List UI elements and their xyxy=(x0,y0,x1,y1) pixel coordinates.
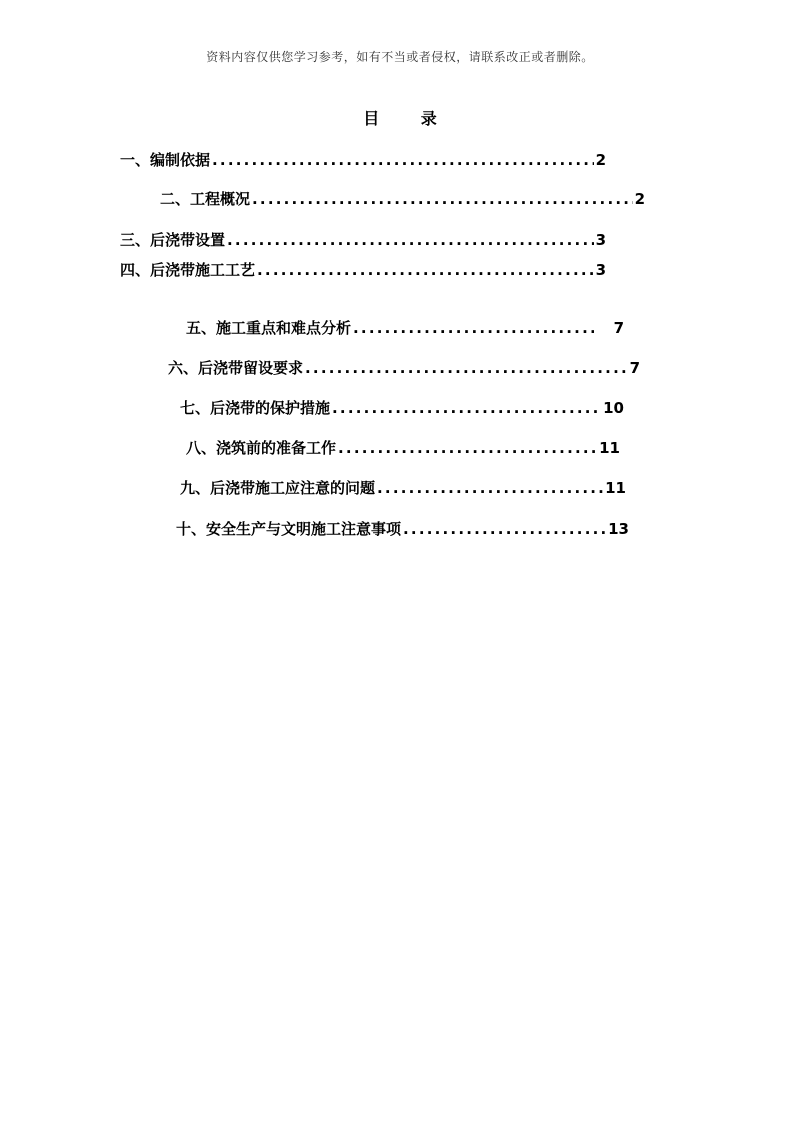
toc-entry[interactable] xyxy=(160,188,645,210)
toc-entry-number: 八、 xyxy=(186,439,217,457)
header-disclaimer: 资料内容仅供您学习参考，如有不当或者侵权，请联系改正或者删除。 xyxy=(206,50,594,64)
toc-entry-page: 7 xyxy=(613,319,624,337)
toc-entry-page: 3 xyxy=(595,231,606,249)
toc-entry-number: 十、 xyxy=(176,520,207,538)
dot-leader xyxy=(212,151,594,169)
toc-entry-number: 二、 xyxy=(160,190,191,208)
toc-entry-label: 后浇带留设要求 xyxy=(198,359,304,377)
toc-entry-label: 后浇带施工工艺 xyxy=(150,261,256,279)
toc-entry[interactable] xyxy=(180,477,626,499)
toc-entry-number: 六、 xyxy=(168,359,199,377)
toc-entry-number: 九、 xyxy=(180,479,211,497)
toc-entry[interactable] xyxy=(176,518,629,540)
dot-leader xyxy=(403,520,606,538)
toc-entry[interactable] xyxy=(120,259,606,281)
toc-entry-label: 编制依据 xyxy=(150,151,211,169)
toc-entry-number: 一、 xyxy=(120,151,151,169)
dot-leader xyxy=(338,439,597,457)
toc-entry[interactable] xyxy=(180,397,624,419)
toc-entry-page: 11 xyxy=(605,479,626,497)
toc-entry-label: 工程概况 xyxy=(190,190,251,208)
dot-leader xyxy=(332,399,601,417)
toc-entry-page: 13 xyxy=(608,520,629,538)
toc-entry-number: 七、 xyxy=(180,399,211,417)
toc-entry-page: 3 xyxy=(595,261,606,279)
toc-entry-label: 后浇带的保护措施 xyxy=(210,399,331,417)
dot-leader xyxy=(252,190,633,208)
toc-entry-label: 浇筑前的准备工作 xyxy=(216,439,337,457)
toc-entry-page: 7 xyxy=(629,359,640,377)
toc-entry-label: 施工重点和难点分析 xyxy=(216,319,352,337)
toc-entry[interactable] xyxy=(186,317,624,339)
toc-entry[interactable] xyxy=(120,229,606,251)
toc-entry-number: 四、 xyxy=(120,261,151,279)
toc-entry-number: 三、 xyxy=(120,231,151,249)
toc-entry[interactable] xyxy=(168,357,640,379)
toc-entry-page: 11 xyxy=(599,439,620,457)
toc-title: 目 录 xyxy=(363,109,455,128)
dot-leader xyxy=(257,261,594,279)
toc-entry-label: 安全生产与文明施工注意事项 xyxy=(206,520,402,538)
toc-entry-label: 后浇带设置 xyxy=(150,231,226,249)
toc-entry[interactable] xyxy=(186,437,620,459)
toc-entry-number: 五、 xyxy=(186,319,217,337)
dot-leader xyxy=(227,231,594,249)
toc-entry-page: 2 xyxy=(634,190,645,208)
toc-entry-page: 10 xyxy=(603,399,624,417)
dot-leader xyxy=(305,359,628,377)
toc-entry[interactable] xyxy=(120,149,606,171)
dot-leader xyxy=(377,479,603,497)
toc-entry-label: 后浇带施工应注意的问题 xyxy=(210,479,376,497)
dot-leader xyxy=(353,319,594,337)
toc-entry-page: 2 xyxy=(595,151,606,169)
